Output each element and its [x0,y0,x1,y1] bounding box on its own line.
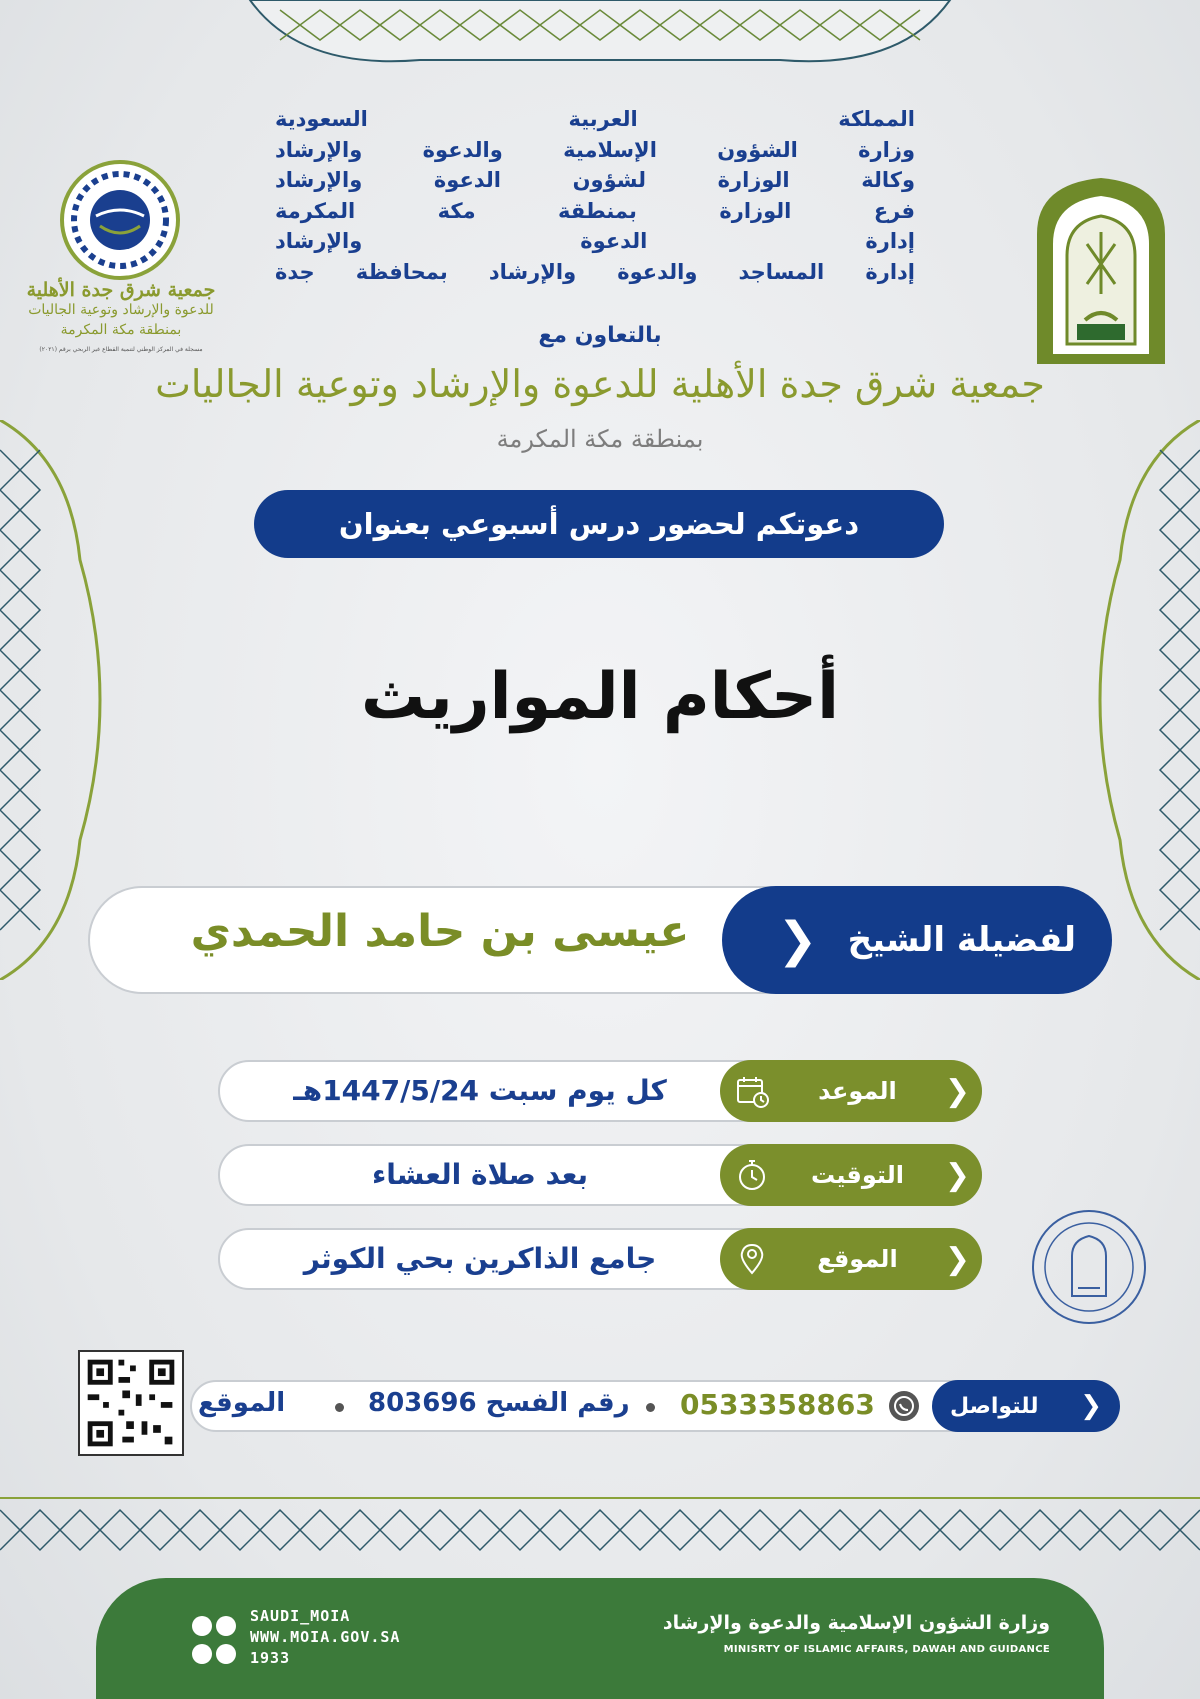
association-logo [60,160,180,280]
time-value: بعد صلاة العشاء [371,1158,589,1191]
logo-line-2: للدعوة والإرشاد وتوعية الجاليات [28,302,214,318]
separator-dot [646,1403,655,1412]
header-line-5: إدارة الدعوة والإرشاد [275,229,915,253]
qr-code[interactable] [78,1350,184,1456]
date-label [720,1060,982,1122]
header-line-1: المملكة العربية السعودية [275,107,915,131]
footer-links [250,1606,400,1669]
chevron-left-icon: ❮ [944,1073,970,1109]
header-lines [275,104,915,287]
cooperation-text: بالتعاون مع [538,323,662,348]
logo-line-1: جمعية شرق جدة الأهلية [26,279,216,301]
top-pattern [0,0,1200,90]
location-pin-icon [734,1241,770,1277]
contact-site[interactable]: الموقع [198,1388,286,1418]
phone-icon[interactable] [192,1644,212,1664]
contact-label [932,1380,1120,1432]
lesson-title: أحكام المواريث [360,660,840,734]
header-line-2: وزارة الشؤون الإسلامية والدعوة والإرشاد [275,137,915,162]
invitation-banner: دعوتكم لحضور درس أسبوعي بعنوان [254,490,944,558]
header-line-4: فرع الوزارة بمنطقة مكة المكرمة [275,198,915,223]
social-handle[interactable]: SAUDI_MOIA [250,1607,351,1625]
association-logo-text [16,280,226,360]
sheikh-label-text: لفضيلة الشيخ [847,920,1076,960]
date-label-text: الموعد [818,1077,897,1105]
twitter-icon[interactable] [216,1616,236,1636]
association-name: جمعية شرق جدة الأهلية للدعوة والإرشاد وتوعية الجاليات [155,362,1045,406]
website-link[interactable]: WWW.MOIA.GOV.SA [250,1628,401,1646]
instagram-icon[interactable] [192,1616,212,1636]
whatsapp-icon [888,1390,920,1422]
contact-label-text: للتواصل [950,1393,1039,1419]
footer-ministry-ar: وزارة الشؤون الإسلامية والدعوة والإرشاد [662,1612,1050,1634]
chevron-left-icon: ❮ [944,1241,970,1277]
official-stamp [1030,1208,1148,1326]
permit-number: رقم الفسح 803696 [368,1388,630,1418]
header-line-3: وكالة الوزارة لشؤون الدعوة والإرشاد [275,168,915,192]
time-label-text: التوقيت [810,1161,904,1189]
association-region: بمنطقة مكة المكرمة [496,425,704,453]
footer-band [96,1578,1104,1699]
location-label-text: الموقع [817,1245,898,1273]
header-line-6: إدارة المساجد والدعوة والإرشاد بمحافظة جدة [275,259,915,284]
sheikh-name: عيسى بن حامد الحمدي [190,906,690,957]
footer-ministry-en: MINISRTY OF ISLAMIC AFFAIRS, DAWAH AND GUIDANCE [723,1644,1050,1655]
separator-dot [335,1403,344,1412]
sheikh-label [722,886,1112,994]
calendar-icon [734,1073,770,1109]
location-value: جامع الذاكرين بحي الكوثر [303,1242,657,1275]
hotline-number[interactable]: 1933 [250,1649,291,1667]
facebook-icon[interactable] [216,1644,236,1664]
footer-social-icons [184,1614,238,1670]
contact-phone[interactable]: 0533358863 [680,1388,875,1421]
location-label [720,1228,982,1290]
time-label [720,1144,982,1206]
clock-icon [734,1157,770,1193]
date-value: كل يوم سبت 1447/5/24هـ [293,1074,667,1107]
chevron-left-icon: ❮ [944,1157,970,1193]
chevron-left-icon: ❮ [1080,1391,1102,1421]
chevron-left-icon: ❮ [777,912,818,968]
logo-line-3: بمنطقة مكة المكرمة [60,322,182,338]
logo-line-4: مسجلة في المركز الوطني لتنمية القطاع غير الربحي برقم (٢٠٢١) [39,346,203,353]
